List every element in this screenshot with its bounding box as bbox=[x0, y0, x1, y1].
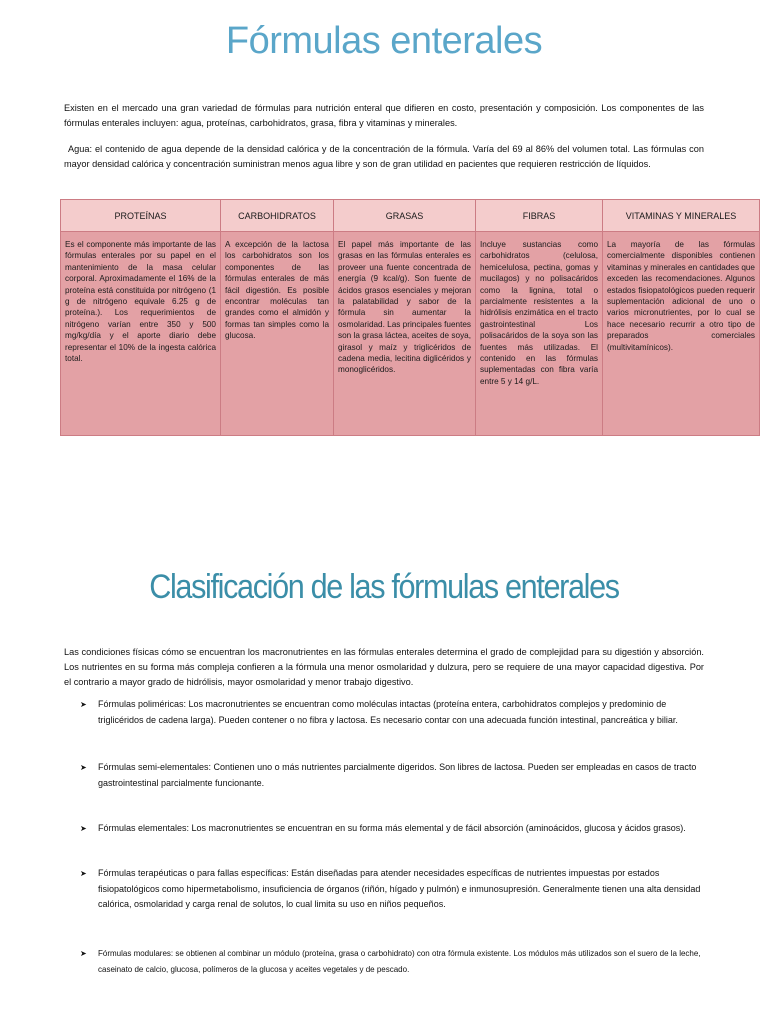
header-carbohidratos: CARBOHIDRATOS bbox=[221, 200, 334, 232]
list-item bbox=[80, 821, 704, 837]
cell-vitaminas: La mayoría de las fórmulas comercialmente disponibles contienen vitaminas y minerales en cantidades que exceden las recomendaciones. Algunos estados fisiopatológicos pueden requerir suplementación adicional de uno o varios micronutrientes, por lo cual se hace necesario recurrir a otro tipo de preparados comerciales (multivitamínicos). bbox=[603, 232, 760, 436]
table-row bbox=[61, 232, 760, 436]
cell-grasas: El papel más importante de las grasas en las fórmulas enterales es proveer una fuente concentrada de energía (9 kcal/g). Son fuente de ácidos grasos esenciales y mejoran la palatabilidad y sabor de la fórmula sin aumentar la osmolaridad. Las principales fuentes son la grasa láctea, aceites de soya, girasol y maíz y triglicéridos de cadena media, lecitina diglicéridos y monoglicéridos. bbox=[334, 232, 476, 436]
bullet-list bbox=[80, 760, 704, 791]
page-title: Fórmulas enterales bbox=[225, 20, 543, 62]
list-item bbox=[80, 946, 704, 977]
components-table bbox=[60, 199, 760, 436]
cell-carbohidratos: A excepción de la lactosa los carbohidratos son los componentes de las fórmulas enterales de más fácil digestión. Es posible encontrar moléculas tan grandes como el almidón y formas tan simples como la glucosa. bbox=[221, 232, 334, 436]
bullet-list bbox=[80, 946, 704, 977]
intro-paragraph: Existen en el mercado una gran variedad de fórmulas para nutrición enteral que difieren en costo, presentación y composición. Los componentes de las fórmulas enterales incluyen: agua, proteínas, carbohidratos, grasa, fibra y vitaminas y minerales. bbox=[64, 103, 704, 129]
bullet-list bbox=[80, 821, 704, 837]
arrowhead-bullet-icon: ➤ bbox=[80, 949, 87, 958]
bullet-text: Fórmulas terapéuticas o para fallas específicas: Están diseñadas para atender necesidades específicas de nutrientes impuestas por estados fisiopatológicos como hipermetabolismo, insuficiencia de órganos (riñón, hígado y pulmón) e inmunosupresión. Generalmente tienen una alta densidad calórica, osmolaridad y carga renal de solutos, lo cual limita su uso en niños pequeños. bbox=[98, 868, 701, 909]
list-item bbox=[80, 697, 704, 728]
section-title: Clasificación de las fórmulas enterales bbox=[149, 568, 619, 606]
arrowhead-bullet-icon: ➤ bbox=[80, 869, 87, 878]
cell-fibras: Incluye sustancias como carbohidratos (celulosa, hemicelulosa, pectina, gomas y mucilagos) y no polisacáridos como la lignina, total o parcialmente resistentes a la hidrólisis enzimática en el tracto gastrointestinal Los polisacáridos de la soya son las fuentes más utilizadas. El contenido en las fórmulas suplementadas con fibra varía entre 5 y 14 g/L. bbox=[476, 232, 603, 436]
list-item bbox=[80, 866, 704, 913]
water-paragraph: Agua: el contenido de agua depende de la densidad calórica y de la concentración de la fórmula. Varía del 69 al 86% del volumen total. Las fórmulas con mayor densidad calórica y concentración suministran menos agua libre y son de gran utilidad en pacientes que requieren restricción de líquidos. bbox=[64, 144, 704, 170]
bullet-list bbox=[80, 697, 704, 728]
table-header-row bbox=[61, 200, 760, 232]
header-fibras: FIBRAS bbox=[476, 200, 603, 232]
header-proteinas: PROTEÍNAS bbox=[61, 200, 221, 232]
bullet-text: Fórmulas poliméricas: Los macronutrientes se encuentran como moléculas intactas (proteína entera, carbohidratos complejos y predominio de triglicéridos de cadena larga). Pueden contener o no fibra y lactosa. Es necesario contar con una adecuada función intestinal, pancreática y biliar. bbox=[98, 699, 678, 725]
cell-proteinas: Es el componente más importante de las fórmulas enterales por su papel en el mantenimiento de la masa celular corporal. Aproximadamente el 16% de la proteína está constituida por nitrógeno (1 g de nitrógeno equivale 6.25 g de proteína.). Los requerimientos de nitrógeno varían entre 350 y 500 mg/kg/día y el aporte diario debe representar el 10% de la ingesta calórica total. bbox=[61, 232, 221, 436]
bullet-text: Fórmulas modulares: se obtienen al combinar un módulo (proteína, grasa o carbohidrato) con otra fórmula existente. Los módulos más utilizados son el suero de la leche, caseinato de calcio, glucosa, polímeros de la glucosa y aceites vegetales y de pescado. bbox=[98, 949, 701, 974]
bullet-text: Fórmulas elementales: Los macronutrientes se encuentran en su forma más elemental y de fácil absorción (aminoácidos, glucosa y ácidos grasos). bbox=[98, 823, 686, 833]
classification-intro: Las condiciones físicas cómo se encuentran los macronutrientes en las fórmulas enterales determina el grado de complejidad para su digestión y absorción. Los nutrientes en su forma más compleja confieren a la fórmula una menor osmolaridad y dulzura, pero se requiere de una mayor capacidad digestiva. Por el contrario a mayor grado de hidrólisis, mayor osmolaridad y menor trabajo digestivo. bbox=[64, 647, 704, 688]
header-grasas: GRASAS bbox=[334, 200, 476, 232]
list-item bbox=[80, 760, 704, 791]
bullet-list bbox=[80, 866, 704, 913]
arrowhead-bullet-icon: ➤ bbox=[80, 763, 87, 772]
arrowhead-bullet-icon: ➤ bbox=[80, 700, 87, 709]
arrowhead-bullet-icon: ➤ bbox=[80, 824, 87, 833]
bullet-text: Fórmulas semi-elementales: Contienen uno o más nutrientes parcialmente digeridos. Son libres de lactosa. Pueden ser empleadas en casos de tracto gastrointestinal parcialmente funcionante. bbox=[98, 762, 697, 788]
header-vitaminas: VITAMINAS Y MINERALES bbox=[603, 200, 760, 232]
